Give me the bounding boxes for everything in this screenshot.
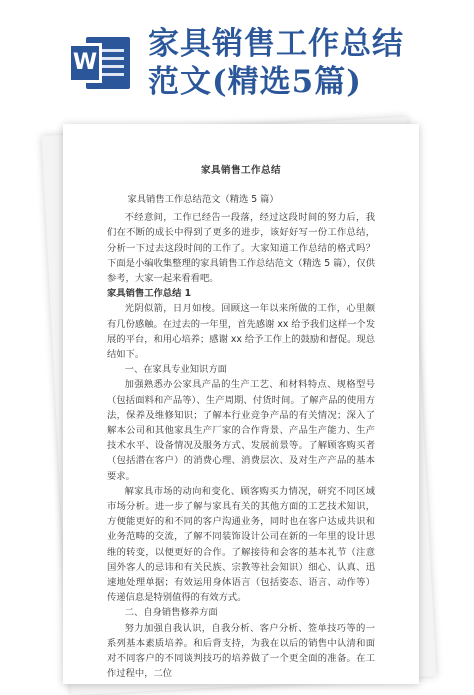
- list-item: 二、自身销售修养方面: [124, 607, 218, 619]
- page-title-line1: 家具销售工作总结: [148, 26, 404, 62]
- list-item: 一、在家具专业知识方面: [124, 364, 227, 376]
- page-title-line2: 范文(精选5篇): [148, 64, 362, 100]
- document-page: [63, 124, 419, 684]
- header-banner: [0, 0, 474, 120]
- section-heading: 家具销售工作总结 1: [107, 288, 192, 300]
- paragraph: 努力加强自我认识，自我分析、客户分析、签单技巧等的一系列基本素质培养。和后背支持，为我在以后的销售中认清和面对不同客户的不同谈判技巧的培养做了一个更全面的准备。在工作过程中，二位: [107, 622, 375, 680]
- paragraph: 解家具市场的动向和变化、顾客购买力情况，研究不同区域市场分析。进一步了解与家具有关的其他方面的工艺技术知识，方便能更好的和不同的客户沟通业务，同时也在客户达成共识和业务范畴的交流，了解不同装饰设计公司在新的一年里的设计思维的转变，以便更好的合作。了解接待和会客的基本礼节（注意国外客人的忌讳和有关民族、宗教等社会知识）细心、认真、迅速地处理单据；有效运用身体语言（包括姿态、语言、动作等）传递信息是特别值得的有效方式。: [107, 485, 375, 604]
- document-title: 家具销售工作总结: [200, 165, 281, 176]
- document-subtitle: 家具销售工作总结范文（精选 5 篇）: [127, 194, 279, 205]
- word-badge: W: [68, 43, 102, 83]
- paragraph: 光阴似箭，日月如梭。回顾这一年以来所做的工作，心里颇有几份感触。在过去的一年里，首先感谢 xx 给予我们这样一个发展的平台，和用心培养；感谢 xx 给予工作上的鼓励和督促。现总结如下。: [107, 303, 375, 361]
- word-document-icon: [68, 37, 130, 89]
- paragraph: 加强熟悉办公家具产品的生产工艺、和材料特点、规格型号（包括面料和产品等）、生产周期、付货时间。了解产品的使用方法，保养及维修知识；了解本行业竞争产品的有关情况；深入了解本公司和其他家具生产厂家的合作背景、产品生产能力、生产技术水平、设备情况及服务方式、发展前景等。了解顾客购买者（包括潜在客户）的消费心理、消费层次、及对生产产品的基本要求。: [107, 379, 375, 482]
- intro-paragraph: 不经意间，工作已经告一段落，经过这段时间的努力后，我们在不断的成长中得到了更多的进步，该好好写一份工作总结，分析一下过去这段时间的工作了。大家知道工作总结的格式吗？下面是小编收集整理的家具销售工作总结范文（精选 5 篇），仅供参考，大家一起来看看吧。: [107, 212, 375, 285]
